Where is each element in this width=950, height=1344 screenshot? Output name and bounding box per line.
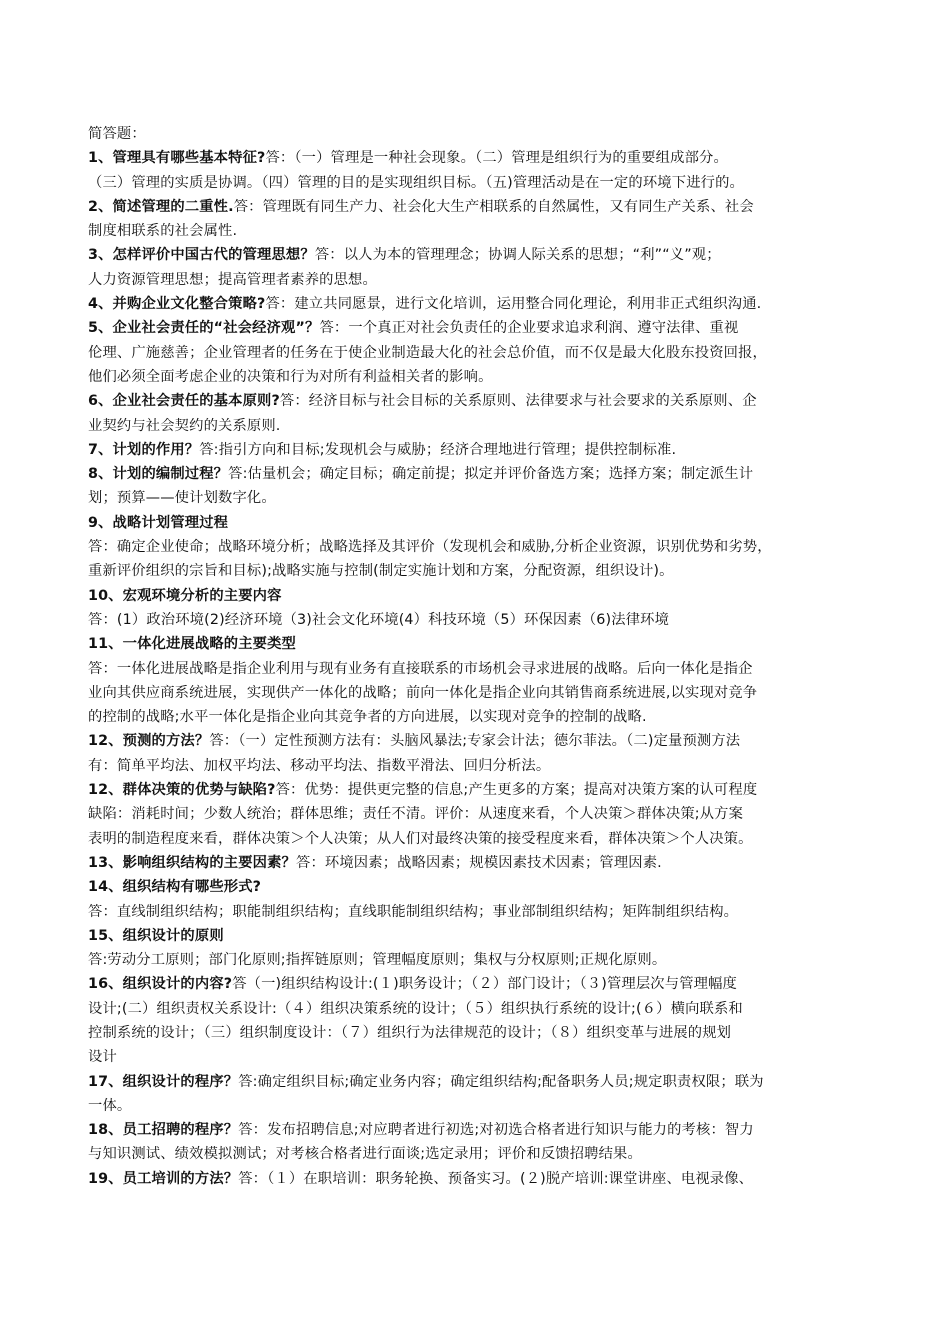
answer-text: 答:指引方向和目标;发现机会与威胁；经济合理地进行管理；提供控制标准. xyxy=(199,441,677,458)
text-line xyxy=(88,1045,878,1069)
text-line xyxy=(88,972,878,996)
answer-text: 答:确定组织目标;确定业务内容；确定组织结构;配备职务人员;规定职责权限；联为 xyxy=(238,1073,764,1090)
answer-text: 控制系统的设计；（三）组织制度设计：（７）组织行为法律规范的设计；（８）组织变革与进展的规划 xyxy=(88,1024,732,1041)
text-line xyxy=(88,316,878,340)
answer-text: 他们必须全面考虑企业的决策和行为对所有利益相关者的影响。 xyxy=(88,368,493,385)
answer-text: 人力资源管理思想；提高管理者素养的思想。 xyxy=(88,271,377,288)
question-heading: 12、预测的方法？ xyxy=(88,733,210,750)
text-line xyxy=(88,219,878,243)
answer-text: 答：（１）在职培训：职务轮换、预备实习。(２)脱产培训:课堂讲座、电视录像、 xyxy=(238,1170,754,1187)
answer-text: 伦理、广施慈善；企业管理者的任务在于使企业制造最大化的社会总价值，而不仅是最大化股东投资回报， xyxy=(88,344,767,361)
question-heading: 19、员工培训的方法？ xyxy=(88,1170,239,1187)
text-line xyxy=(88,754,878,778)
text-line xyxy=(88,511,878,535)
question-heading: 9、战略计划管理过程 xyxy=(88,514,229,531)
question-heading: 8、计划的编制过程？ xyxy=(88,466,229,483)
answer-text: 答：直线制组织结构；职能制组织结构；直线职能制组织结构；事业部制组织结构；矩阵制组织结构。 xyxy=(88,903,739,920)
answer-text: 设计;(二）组织责权关系设计:（４）组织决策系统的设计；（５）组织执行系统的设计;(６）横向联系和 xyxy=(88,1000,743,1017)
answer-text: 答：确定企业使命；战略环境分析；战略选择及其评价（发现机会和威胁,分析企业资源，识别优势和劣势， xyxy=(88,539,772,556)
question-heading: 15、组织设计的原则 xyxy=(88,927,224,944)
answer-text: 制度相联系的社会属性. xyxy=(88,223,238,240)
text-line xyxy=(88,584,878,608)
answer-text: 答：以人为本的管理理念；协调人际关系的思想；“利”“义”观； xyxy=(314,247,721,264)
question-heading: 18、员工招聘的程序？ xyxy=(88,1122,239,1139)
question-heading: 4、并购企业文化整合策略? xyxy=(88,296,266,313)
answer-text: 答：（一）管理是一种社会现象。（二）管理是组织行为的重要组成部分。 xyxy=(265,150,728,167)
text-line xyxy=(88,389,878,413)
answer-text: 表明的制造程度来看，群体决策＞个人决策；从人们对最终决策的接受程度来看，群体决策＞个人决策。 xyxy=(88,830,753,847)
text-line xyxy=(88,997,878,1021)
text-line xyxy=(88,608,878,632)
text-line xyxy=(88,243,878,267)
answer-text: 划；预算——使计划数字化。 xyxy=(88,490,276,507)
text-line xyxy=(88,827,878,851)
text-line xyxy=(88,705,878,729)
text-line xyxy=(88,802,878,826)
answer-text: 答：经济目标与社会目标的关系原则、法律要求与社会要求的关系原则、企 xyxy=(279,393,757,410)
answer-text: 与知识测试、绩效模拟测试；对考核合格者进行面谈;选定录用；评价和反馈招聘结果。 xyxy=(88,1146,642,1163)
text-line xyxy=(88,1167,878,1191)
answer-text: 设计 xyxy=(88,1049,117,1066)
question-heading: 7、计划的作用？ xyxy=(88,441,200,458)
text-line xyxy=(88,341,878,365)
answer-text: 答：发布招聘信息;对应聘者进行初选;对初选合格者进行知识与能力的考核：智力 xyxy=(238,1122,754,1139)
answer-text: 有：简单平均法、加权平均法、移动平均法、指数平滑法、回归分析法。 xyxy=(88,757,551,774)
text-line xyxy=(88,414,878,438)
text-line xyxy=(88,948,878,972)
answer-text: 答：一体化进展战略是指企业利用与现有业务有直接联系的市场机会寻求进展的战略。后向一体化是指企 xyxy=(88,660,753,677)
answer-text: 简答题： xyxy=(88,126,146,142)
answer-text: 一体。 xyxy=(88,1097,132,1114)
answer-text: 答：(1）政治环境(2)经济环境（3)社会文化环境(4）科技环境（5）环保因素（6)法律环境 xyxy=(88,611,670,628)
text-line xyxy=(88,292,878,316)
question-heading: 2、简述管理的二重性. xyxy=(88,198,234,215)
text-line xyxy=(88,122,878,146)
answer-text: 答:劳动分工原则；部门化原则;指挥链原则；管理幅度原则；集权与分权原则;正规化原则。 xyxy=(88,952,667,969)
question-heading: 1、管理具有哪些基本特征? xyxy=(88,150,266,167)
text-line xyxy=(88,729,878,753)
text-line xyxy=(88,778,878,802)
answer-text: 答：管理既有同生产力、社会化大生产相联系的自然属性，又有同生产关系、社会 xyxy=(233,198,754,215)
question-heading: 17、组织设计的程序？ xyxy=(88,1073,239,1090)
question-heading: 14、组织结构有哪些形式? xyxy=(88,879,262,896)
answer-text: 答（一)组织结构设计:(１)职务设计；（２）部门设计；（３)管理层次与管理幅度 xyxy=(232,976,737,993)
answer-text: 业向其供应商系统进展，实现供产一体化的战略；前向一体化是指企业向其销售商系统进展,以实现对竞争 xyxy=(88,684,758,701)
text-line xyxy=(88,365,878,389)
text-line xyxy=(88,559,878,583)
text-line xyxy=(88,851,878,875)
text-line xyxy=(88,195,878,219)
question-heading: 5、企业社会责任的“社会经济观”？ xyxy=(88,320,320,337)
text-line xyxy=(88,268,878,292)
text-line xyxy=(88,1118,878,1142)
text-line xyxy=(88,875,878,899)
text-line xyxy=(88,486,878,510)
answer-text: 重新评价组织的宗旨和目标);战略实施与控制(制定实施计划和方案，分配资源，组织设计)。 xyxy=(88,563,674,580)
text-line xyxy=(88,1094,878,1118)
answer-text: 的控制的战略;水平一体化是指企业向其竞争者的方向进展，以实现对竞争的控制的战略. xyxy=(88,709,647,726)
answer-text: 业契约与社会契约的关系原则. xyxy=(88,417,281,434)
text-line xyxy=(88,1021,878,1045)
question-heading: 13、影响组织结构的主要因素？ xyxy=(88,854,297,871)
text-line xyxy=(88,657,878,681)
text-line xyxy=(88,146,878,170)
question-heading: 16、组织设计的内容? xyxy=(88,976,233,993)
question-heading: 3、怎样评价中国古代的管理思想？ xyxy=(88,247,315,264)
text-line xyxy=(88,632,878,656)
answer-text: 答：环境因素；战略因素；规模因素技术因素；管理因素. xyxy=(296,854,662,871)
text-line xyxy=(88,438,878,462)
text-line xyxy=(88,171,878,195)
answer-text: 答:估量机会；确定目标；确定前提；拟定并评价备选方案；选择方案；制定派生计 xyxy=(228,466,754,483)
answer-text: 答：优势：提供更完整的信息;产生更多的方案；提高对决策方案的认可程度 xyxy=(275,782,758,799)
document-page xyxy=(88,122,878,1191)
text-line xyxy=(88,1142,878,1166)
text-line xyxy=(88,462,878,486)
answer-text: （三）管理的实质是协调。（四）管理的目的是实现组织目标。（五)管理活动是在一定的环境下进行的。 xyxy=(88,174,744,191)
question-heading: 11、一体化进展战略的主要类型 xyxy=(88,636,297,653)
text-line xyxy=(88,900,878,924)
text-line xyxy=(88,535,878,559)
question-heading: 6、企业社会责任的基本原则? xyxy=(88,393,280,410)
answer-text: 答：一个真正对社会负责任的企业要求追求利润、遵守法律、重视 xyxy=(319,320,739,337)
answer-text: 答：建立共同愿景，进行文化培训，运用整合同化理论，利用非正式组织沟通. xyxy=(265,296,762,313)
text-line xyxy=(88,1070,878,1094)
answer-text: 答：（一）定性预测方法有：头脑风暴法;专家会计法；德尔菲法。（二)定量预测方法 xyxy=(209,733,741,750)
text-line xyxy=(88,681,878,705)
answer-text: 缺陷：消耗时间；少数人统治；群体思维；责任不清。评价：从速度来看，个人决策＞群体决策;从方案 xyxy=(88,806,744,823)
question-heading: 12、群体决策的优势与缺陷? xyxy=(88,782,276,799)
question-heading: 10、宏观环境分析的主要内容 xyxy=(88,587,282,604)
text-line xyxy=(88,924,878,948)
